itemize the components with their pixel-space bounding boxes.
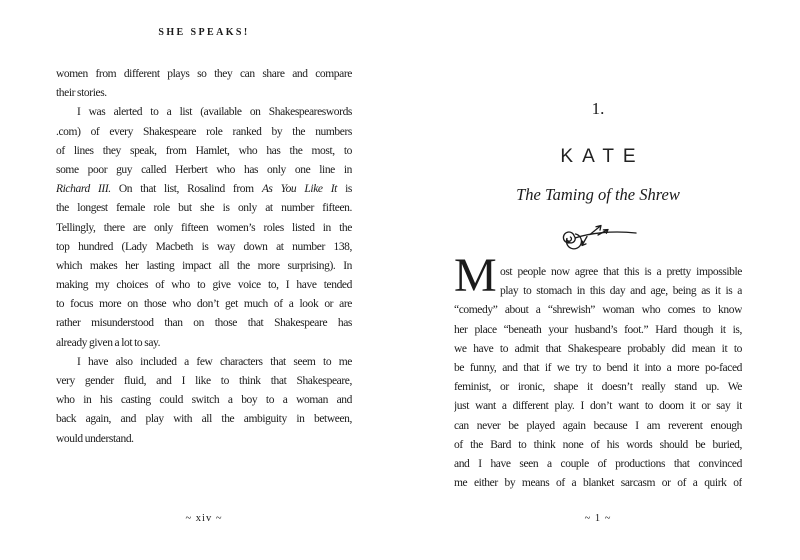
chapter-title: KATE bbox=[560, 146, 645, 167]
right-page-text bbox=[454, 263, 742, 493]
chapter-number: 1. bbox=[591, 99, 605, 118]
text-line: back again, and play with all the ambiguity in between, bbox=[56, 413, 352, 426]
text-line: some poor guy called Herbert who has only one line in bbox=[56, 163, 352, 176]
text-line: rather misunderstood than on those that Shakespeare has bbox=[56, 317, 352, 330]
text-line: “comedy” about a “shrewish” woman who comes to know bbox=[454, 304, 742, 317]
running-header: SHE SPEAKS! bbox=[158, 27, 250, 38]
text-line: which makes her lasting impact all the more surprising). In bbox=[56, 259, 352, 272]
text-line: to focus more on those who don’t get much of a look or are bbox=[56, 298, 352, 311]
text-line: feminist, or ironic, shape it doesn’t really stand up. We bbox=[454, 381, 742, 394]
text-line: their stories. bbox=[56, 87, 107, 100]
drop-cap-letter: M bbox=[454, 249, 497, 302]
italic-title-text: Richard III. bbox=[56, 183, 111, 196]
text-line: just want a different play. I don’t want to doom it or say it bbox=[454, 400, 742, 413]
rose-sprig-ornament-icon bbox=[556, 222, 640, 259]
text-line: would understand. bbox=[56, 432, 134, 445]
text-line: we have to admit that Shakespeare probably did mean it to bbox=[454, 342, 742, 355]
right-page bbox=[454, 0, 742, 560]
text-line: of lines they speak, from Hamlet, who has the most, to bbox=[56, 144, 352, 157]
text-line: ost people now agree that this is a pretty impossible bbox=[500, 266, 742, 278]
text-line: making my choices of who to give voice to, I have tended bbox=[56, 279, 352, 292]
text-line: the longest female role but she is only at number fifteen. bbox=[56, 202, 352, 215]
text-line: be funny, and that if we try to bend it into a more po-faced bbox=[454, 361, 742, 374]
text-line: and I have seen a couple of productions that convinced bbox=[454, 457, 742, 470]
left-page-text bbox=[56, 65, 352, 449]
text-line: I have also included a few characters that seem to me bbox=[77, 355, 352, 368]
text-line: women from different plays so they can share and compare bbox=[56, 68, 352, 80]
text-line: of the Bard to think none of his words should be buried, bbox=[454, 438, 742, 451]
text-segment: On that list, Rosalind from bbox=[110, 183, 262, 196]
text-line: very gender fluid, and I like to think that Shakespeare, bbox=[56, 375, 352, 387]
text-line: me either by means of a blanket sarcasm or of a quirk of bbox=[454, 477, 742, 490]
text-line: .com) of every Shakespeare role ranked by the numbers bbox=[56, 125, 352, 138]
text-line bbox=[56, 180, 352, 199]
page-number-right: ~ 1 ~ bbox=[584, 513, 612, 524]
text-line: I was alerted to a list (available on Shakespeareswords bbox=[77, 106, 352, 119]
text-line: play to stomach in this day and age, being as it is a bbox=[500, 285, 742, 298]
italic-title-text: As You Like It bbox=[261, 183, 337, 196]
text-line: Tellingly, there are only fifteen women’s roles listed in the bbox=[56, 221, 352, 234]
text-line: who in his casting could switch a boy to a woman and bbox=[56, 394, 352, 407]
chapter-play-title: The Taming of the Shrew bbox=[516, 185, 680, 204]
left-page bbox=[56, 0, 352, 560]
text-line: top hundred (Lady Macbeth is way down at number 138, bbox=[56, 240, 352, 253]
text-line: can never be played again because I am reverent enough bbox=[454, 419, 742, 432]
text-line: already given a lot to say. bbox=[56, 336, 161, 349]
text-segment: is bbox=[336, 183, 352, 196]
text-line: her place “beneath your husband’s foot.” Hard though it is, bbox=[454, 323, 742, 336]
page-number-left: ~ xiv ~ bbox=[185, 513, 223, 524]
